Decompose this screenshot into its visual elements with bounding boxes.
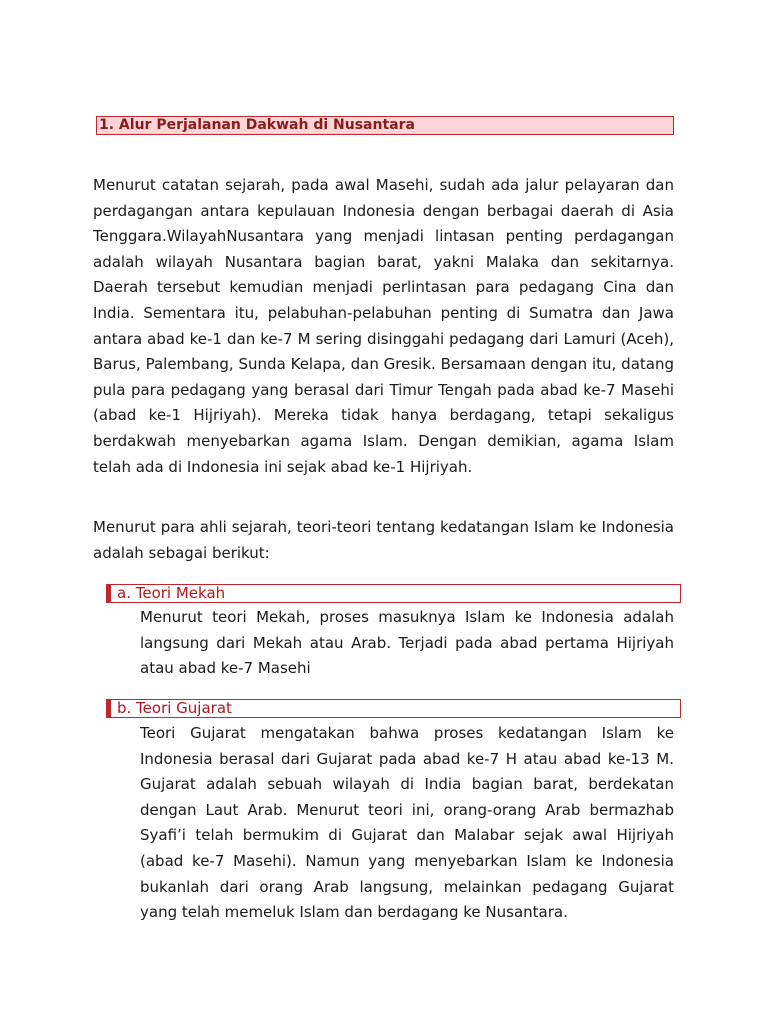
section-heading: 1. Alur Perjalanan Dakwah di Nusantara [96, 116, 674, 135]
theory-mekah-paragraph: Menurut teori Mekah, proses masuknya Islam ke Indonesia adalah langsung dari Mekah atau Arab. Terjadi pada abad pertama Hijriyah atau abad ke-7 Masehi [140, 608, 674, 678]
theories-intro-paragraph: Menurut para ahli sejarah, teori-teori tentang kedatangan Islam ke Indonesia adalah sebagai berikut: [93, 518, 674, 562]
theory-mekah-heading: a. Teori Mekah [106, 584, 681, 603]
intro-paragraph: Menurut catatan sejarah, pada awal Masehi, sudah ada jalur pelayaran dan perdagangan antara kepulauan Indonesia dengan berbagai daerah di Asia Tenggara.WilayahNusantara yang menjadi lintasan penting perdagangan adalah wilayah Nusantara bagian barat, yakni Malaka dan sekitarnya. Daerah tersebut kemudian menjadi perlintasan para pedagang Cina dan India. Sementara itu, pelabuhan-pelabuhan penting di Sumatra dan Jawa antara abad ke-1 dan ke-7 M sering disinggahi pedagang dari Lamuri (Aceh), Barus, Palembang, Sunda Kelapa, dan Gresik. Bersamaan dengan itu, datang pula para pedagang yang berasal dari Timur Tengah pada abad ke-7 Masehi (abad ke-1 Hijriyah). Mereka tidak hanya berdagang, tetapi sekaligus berdakwah menyebarkan agama Islam. Dengan demikian, agama Islam telah ada di Indonesia ini sejak abad ke-1 Hijriyah. [93, 176, 674, 476]
theory-gujarat-paragraph: Teori Gujarat mengatakan bahwa proses kedatangan Islam ke Indonesia berasal dari Gujarat pada abad ke-7 H atau abad ke-13 M. Gujarat adalah sebuah wilayah di India bagian barat, berdekatan dengan Laut Arab. Menurut teori ini, orang-orang Arab bermazhab Syafi’i telah bermukim di Gujarat dan Malabar sejak awal Hijriyah (abad ke-7 Masehi). Namun yang menyebarkan Islam ke Indonesia bukanlah dari orang Arab langsung, melainkan pedagang Gujarat yang telah memeluk Islam dan berdagang ke Nusantara. [140, 724, 674, 922]
theory-gujarat-heading: b. Teori Gujarat [106, 699, 681, 718]
